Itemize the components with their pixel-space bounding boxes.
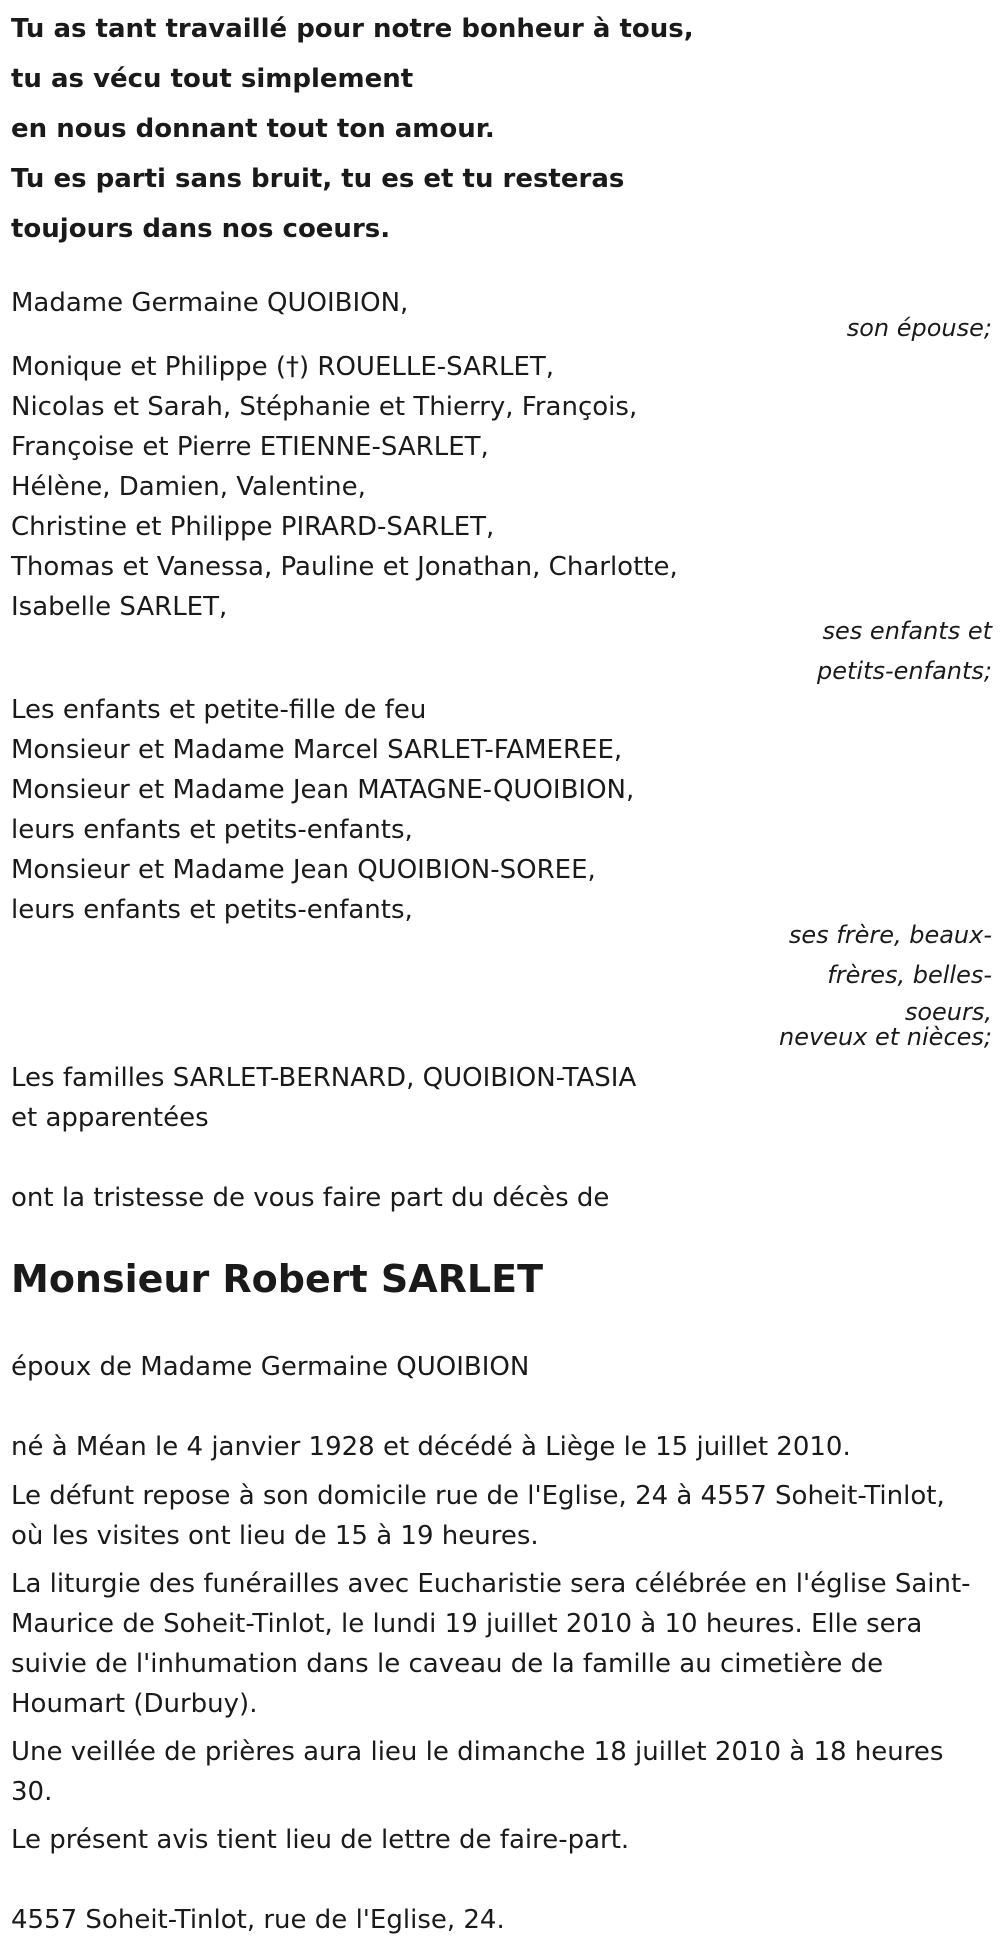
role-line: son épouse; bbox=[846, 314, 992, 342]
role-line: neveux et nièces; bbox=[779, 1023, 992, 1051]
detail-paragraph-vigil bbox=[11, 1732, 996, 1812]
family-line: Les familles SARLET-BERNARD, QUOIBION-TASIA bbox=[11, 1063, 637, 1093]
detail-line: Le défunt repose à son domicile rue de l'Eglise, 24 à 4557 Soheit-Tinlot, bbox=[11, 1481, 945, 1511]
poem-line: Tu es parti sans bruit, tu es et tu resteras bbox=[11, 164, 625, 194]
detail-line: 30. bbox=[11, 1777, 53, 1807]
detail-line: Une veillée de prières aura lieu le dimanche 18 juillet 2010 à 18 heures bbox=[11, 1737, 944, 1767]
detail-line: La liturgie des funérailles avec Eucharistie sera célébrée en l'église Saint- bbox=[11, 1569, 971, 1599]
role-line: soeurs, bbox=[904, 998, 992, 1026]
detail-paragraph-notice bbox=[11, 1820, 996, 1860]
family-line: Christine et Philippe PIRARD-SARLET, bbox=[11, 512, 495, 542]
address-text: 4557 Soheit-Tinlot, rue de l'Eglise, 24. bbox=[11, 1905, 505, 1935]
family-line: Thomas et Vanessa, Pauline et Jonathan, Charlotte, bbox=[11, 552, 678, 582]
family-line: Hélène, Damien, Valentine, bbox=[11, 472, 366, 502]
address bbox=[11, 1900, 996, 1940]
family-line: Nicolas et Sarah, Stéphanie et Thierry, François, bbox=[11, 392, 638, 422]
siblings-role-extra bbox=[752, 1023, 992, 1052]
families-block bbox=[11, 1058, 751, 1138]
role-line: petits-enfants; bbox=[817, 657, 992, 685]
role-line: ses enfants et bbox=[822, 617, 992, 645]
announcement-text: ont la tristesse de vous faire part du décès de bbox=[11, 1183, 610, 1213]
family-line: leurs enfants et petits-enfants, bbox=[11, 895, 413, 925]
siblings-block bbox=[11, 690, 751, 930]
detail-line: Le présent avis tient lieu de lettre de faire-part. bbox=[11, 1825, 630, 1855]
family-line: Les enfants et petite-fille de feu bbox=[11, 695, 427, 725]
announcement bbox=[11, 1178, 751, 1218]
deceased-name: Monsieur Robert SARLET bbox=[11, 1257, 544, 1301]
poem-line: en nous donnant tout ton amour. bbox=[11, 114, 495, 144]
siblings-role bbox=[752, 915, 992, 995]
poem-line: tu as vécu tout simplement bbox=[11, 64, 414, 94]
detail-line: né à Méan le 4 janvier 1928 et décédé à Liège le 15 juillet 2010. bbox=[11, 1432, 851, 1462]
family-line: Monique et Philippe (†) ROUELLE-SARLET, bbox=[11, 352, 555, 382]
detail-paragraph-birth bbox=[11, 1427, 996, 1467]
family-line: et apparentées bbox=[11, 1103, 209, 1133]
poem-line: Tu as tant travaillé pour notre bonheur à tous, bbox=[11, 14, 694, 44]
detail-paragraph-liturgy bbox=[11, 1564, 996, 1724]
detail-line: Maurice de Soheit-Tinlot, le lundi 19 juillet 2010 à 10 heures. Elle sera bbox=[11, 1609, 923, 1639]
detail-line: où les visites ont lieu de 15 à 19 heures. bbox=[11, 1521, 539, 1551]
role-line: ses frère, beaux- bbox=[788, 921, 992, 949]
family-line: Madame Germaine QUOIBION, bbox=[11, 288, 409, 318]
deceased-spouse bbox=[11, 1347, 751, 1387]
poem bbox=[11, 4, 771, 254]
family-line: Isabelle SARLET, bbox=[11, 592, 228, 622]
spouse-block bbox=[11, 283, 751, 323]
children-role bbox=[752, 611, 992, 691]
family-line: leurs enfants et petits-enfants, bbox=[11, 815, 413, 845]
detail-paragraph-visits bbox=[11, 1476, 996, 1556]
spouse-role bbox=[752, 308, 992, 348]
deceased-spouse-text: époux de Madame Germaine QUOIBION bbox=[11, 1352, 530, 1382]
family-line: Monsieur et Madame Jean MATAGNE-QUOIBION, bbox=[11, 775, 635, 805]
children-block bbox=[11, 347, 751, 627]
family-line: Françoise et Pierre ETIENNE-SARLET, bbox=[11, 432, 489, 462]
detail-line: suivie de l'inhumation dans le caveau de la famille au cimetière de bbox=[11, 1649, 884, 1679]
family-line: Monsieur et Madame Marcel SARLET-FAMEREE, bbox=[11, 735, 623, 765]
role-line: frères, belles- bbox=[827, 961, 992, 989]
family-line: Monsieur et Madame Jean QUOIBION-SOREE, bbox=[11, 855, 596, 885]
poem-line: toujours dans nos coeurs. bbox=[11, 214, 391, 244]
detail-line: Houmart (Durbuy). bbox=[11, 1689, 258, 1719]
